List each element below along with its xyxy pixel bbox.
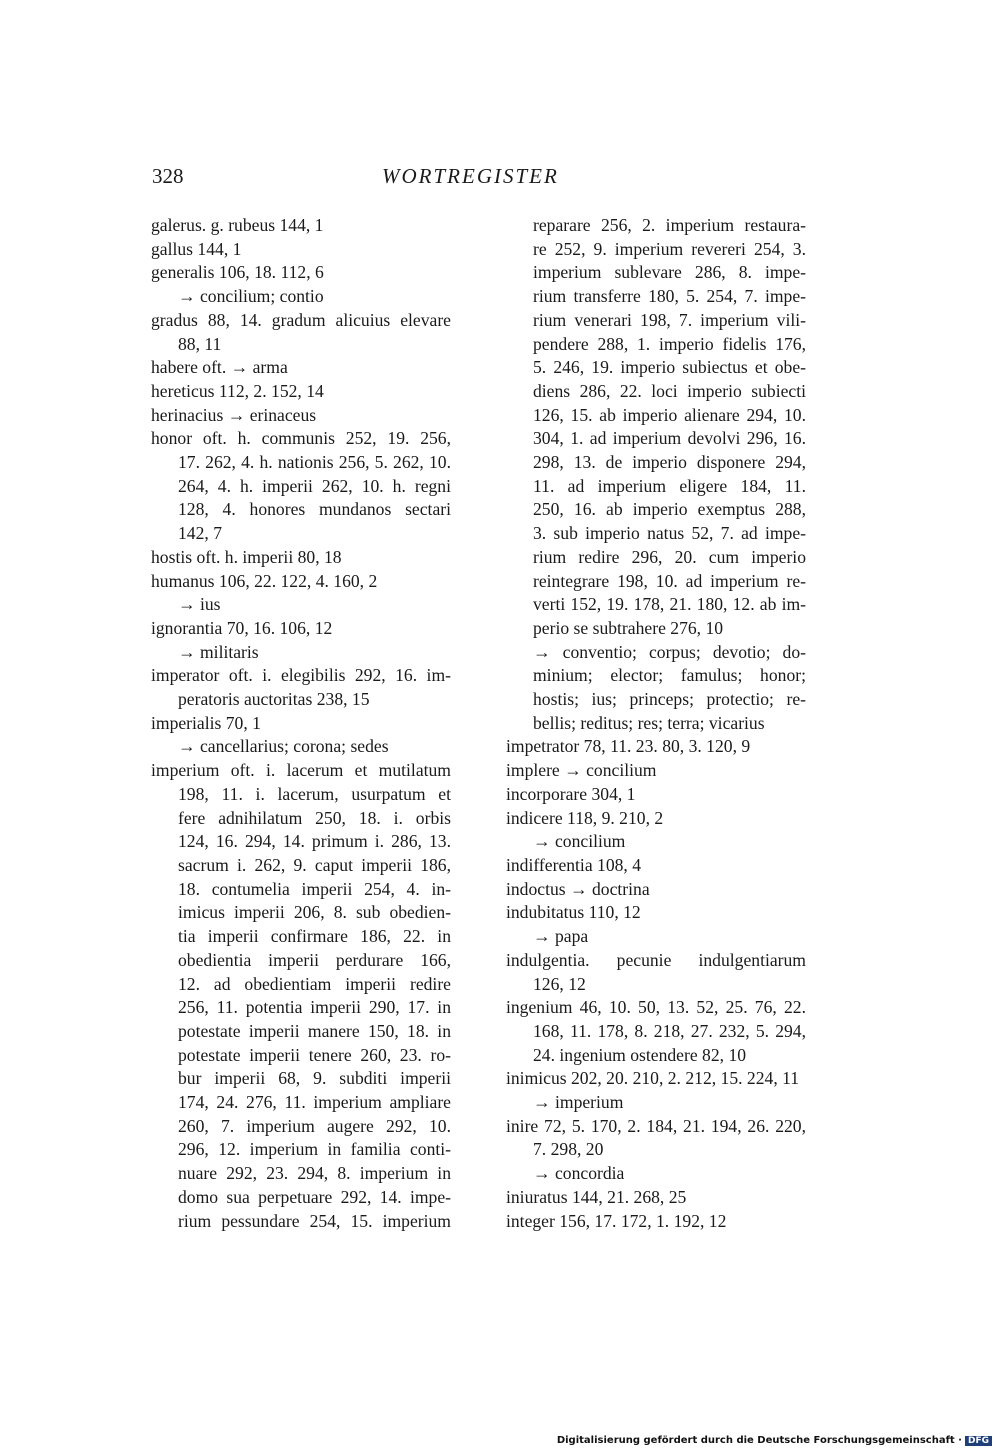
left-index-line: 17. 262, 4. h. nationis 256, 5. 262, 10. (178, 452, 451, 473)
left-index-line: rium pessundare 254, 15. imperium (178, 1210, 451, 1231)
right-index-line: rium transferre 180, 5. 254, 7. impe- (533, 286, 806, 307)
left-index-line: 264, 4. h. imperii 262, 10. h. regni (178, 475, 451, 496)
left-index-line: imperium oft. i. lacerum et mutilatum (151, 760, 451, 781)
right-index-line: indulgentia. pecunie indulgentiarum (506, 949, 806, 970)
right-index-line: verti 152, 19. 178, 21. 180, 12. ab im- (533, 594, 806, 615)
footer-text: Digitalisierung gefördert durch die Deutsche Forschungsgemeinschaft · (556, 1435, 962, 1446)
right-index-line: 126, 15. ab imperio alienare 294, 10. (533, 404, 806, 425)
right-index-line: indoctus → doctrina (506, 878, 650, 899)
left-index-line: gallus 144, 1 (151, 238, 242, 259)
right-index-line: 7. 298, 20 (533, 1139, 604, 1160)
left-index-line: obedientia imperii perdurare 166, (178, 949, 451, 970)
footer (557, 1435, 992, 1446)
right-index-line: hostis; ius; princeps; protectio; re- (533, 689, 806, 710)
left-index-line: hereticus 112, 2. 152, 14 (151, 380, 324, 401)
right-index-line: implere → concilium (506, 760, 657, 781)
left-index-line: hostis oft. h. imperii 80, 18 (151, 546, 342, 567)
right-index-line: 5. 246, 19. imperio subiectus et obe- (533, 357, 806, 378)
left-index-line: domo sua perpetuare 292, 14. impe- (178, 1186, 451, 1207)
right-index-line: → imperium (533, 1092, 624, 1113)
right-index-line: indubitatus 110, 12 (506, 902, 641, 923)
left-index-line: → militaris (178, 641, 259, 662)
left-index-line: 260, 7. imperium augere 292, 10. (178, 1115, 451, 1136)
left-index-line: imperialis 70, 1 (151, 712, 261, 733)
right-index-line: ingenium 46, 10. 50, 13. 52, 25. 76, 22. (506, 997, 806, 1018)
right-index-line: imperium sublevare 286, 8. impe- (533, 262, 806, 283)
left-index-line: 12. ad obedientiam imperii redire (178, 973, 451, 994)
left-index-line: potestate imperii manere 150, 18. in (178, 1020, 451, 1041)
right-index-line: 298, 13. de imperio disponere 294, (533, 452, 806, 473)
left-index-line: → ius (178, 594, 221, 615)
right-index-line: diens 286, 22. loci imperio subiecti (533, 380, 806, 401)
left-index-line: 142, 7 (178, 523, 222, 544)
right-index-line: incorporare 304, 1 (506, 783, 636, 804)
right-index-line: reintegrare 198, 10. ad imperium re- (533, 570, 806, 591)
right-index-line: indicere 118, 9. 210, 2 (506, 807, 664, 828)
left-index-line: imicus imperii 206, 8. sub obedien- (178, 902, 451, 923)
left-index-line: galerus. g. rubeus 144, 1 (151, 215, 324, 235)
right-index-line: pendere 288, 1. imperio fidelis 176, (533, 333, 806, 354)
left-index-line: 128, 4. honores mundanos sectari (178, 499, 451, 520)
left-index-line: 174, 24. 276, 11. imperium ampliare (178, 1092, 451, 1113)
left-index-line: 296, 12. imperium in familia conti- (178, 1139, 451, 1160)
right-index-line: rium venerari 198, 7. imperium vili- (533, 309, 806, 330)
right-index-line: 24. ingenium ostendere 82, 10 (533, 1044, 747, 1065)
index-column-right (506, 214, 806, 1233)
left-index-line: 18. contumelia imperii 254, 4. in- (178, 878, 451, 899)
left-index-line: herinacius → erinaceus (151, 404, 317, 425)
page-number: 328 (152, 164, 184, 188)
right-index-line: 3. sub imperio natus 52, 7. ad impe- (533, 523, 806, 544)
left-index-line: bur imperii 68, 9. subditi imperii (178, 1068, 451, 1089)
left-index-line: generalis 106, 18. 112, 6 (151, 262, 324, 283)
left-index-line: potestate imperii tenere 260, 23. ro- (178, 1044, 451, 1065)
right-index-line: 250, 16. ab imperio exemptus 288, (533, 499, 806, 520)
dfg-logo: DFG (965, 1436, 992, 1446)
right-index-line: 126, 12 (533, 973, 586, 994)
left-index-line: humanus 106, 22. 122, 4. 160, 2 (151, 570, 378, 591)
left-index-line: 88, 11 (178, 333, 222, 354)
right-index-line: inire 72, 5. 170, 2. 184, 21. 194, 26. 220, (506, 1115, 806, 1136)
right-index-line: reparare 256, 2. imperium restaura- (533, 215, 806, 235)
right-index-line: iniuratus 144, 21. 268, 25 (506, 1186, 687, 1207)
index-column-left (151, 214, 451, 1233)
left-index-line: ignorantia 70, 16. 106, 12 (151, 617, 333, 638)
right-index-line: 304, 1. ad imperium devolvi 296, 16. (533, 428, 806, 449)
left-index-line: peratoris auctoritas 238, 15 (178, 689, 370, 710)
running-title: WORTREGISTER (382, 164, 559, 188)
right-index-line: → papa (533, 926, 589, 947)
right-index-line: 168, 11. 178, 8. 218, 27. 232, 5. 294, (533, 1020, 806, 1041)
left-index-line: sacrum i. 262, 9. caput imperii 186, (178, 854, 451, 875)
left-index-line: honor oft. h. communis 252, 19. 256, (151, 428, 451, 449)
left-index-line: fere adnihilatum 250, 18. i. orbis (178, 807, 451, 828)
left-index-line: 124, 16. 294, 14. primum i. 286, 13. (178, 831, 451, 852)
right-index-line: → concilium (533, 831, 626, 852)
left-index-line: nuare 292, 23. 294, 8. imperium in (178, 1163, 451, 1184)
left-index-line: 256, 11. potentia imperii 290, 17. in (178, 997, 451, 1018)
right-index-line: 11. ad imperium eligere 184, 11. (533, 475, 806, 496)
right-index-line: re 252, 9. imperium revereri 254, 3. (533, 238, 806, 259)
right-index-line: inimicus 202, 20. 210, 2. 212, 15. 224, 11 (506, 1068, 800, 1089)
right-index-line: perio se subtrahere 276, 10 (533, 617, 724, 638)
right-index-line: impetrator 78, 11. 23. 80, 3. 120, 9 (506, 736, 751, 757)
right-index-line: minium; elector; famulus; honor; (533, 665, 806, 686)
left-index-line: gradus 88, 14. gradum alicuius elevare (151, 309, 451, 330)
left-index-line: → cancellarius; corona; sedes (178, 736, 389, 757)
left-index-line: habere oft. → arma (151, 357, 288, 378)
right-index-line: → conventio; corpus; devotio; do- (533, 641, 806, 662)
left-index-line: → concilium; contio (178, 286, 324, 307)
right-index-line: rium redire 296, 20. cum imperio (533, 546, 806, 567)
left-index-line: imperator oft. i. elegibilis 292, 16. im- (151, 665, 451, 686)
right-index-line: integer 156, 17. 172, 1. 192, 12 (506, 1210, 727, 1231)
left-index-line: tia imperii confirmare 186, 22. in (178, 926, 451, 947)
right-index-line: indifferentia 108, 4 (506, 854, 642, 875)
left-index-line: 198, 11. i. lacerum, usurpatum et (178, 783, 451, 804)
right-index-line: → concordia (533, 1163, 625, 1184)
right-index-line: bellis; reditus; res; terra; vicarius (533, 712, 765, 733)
